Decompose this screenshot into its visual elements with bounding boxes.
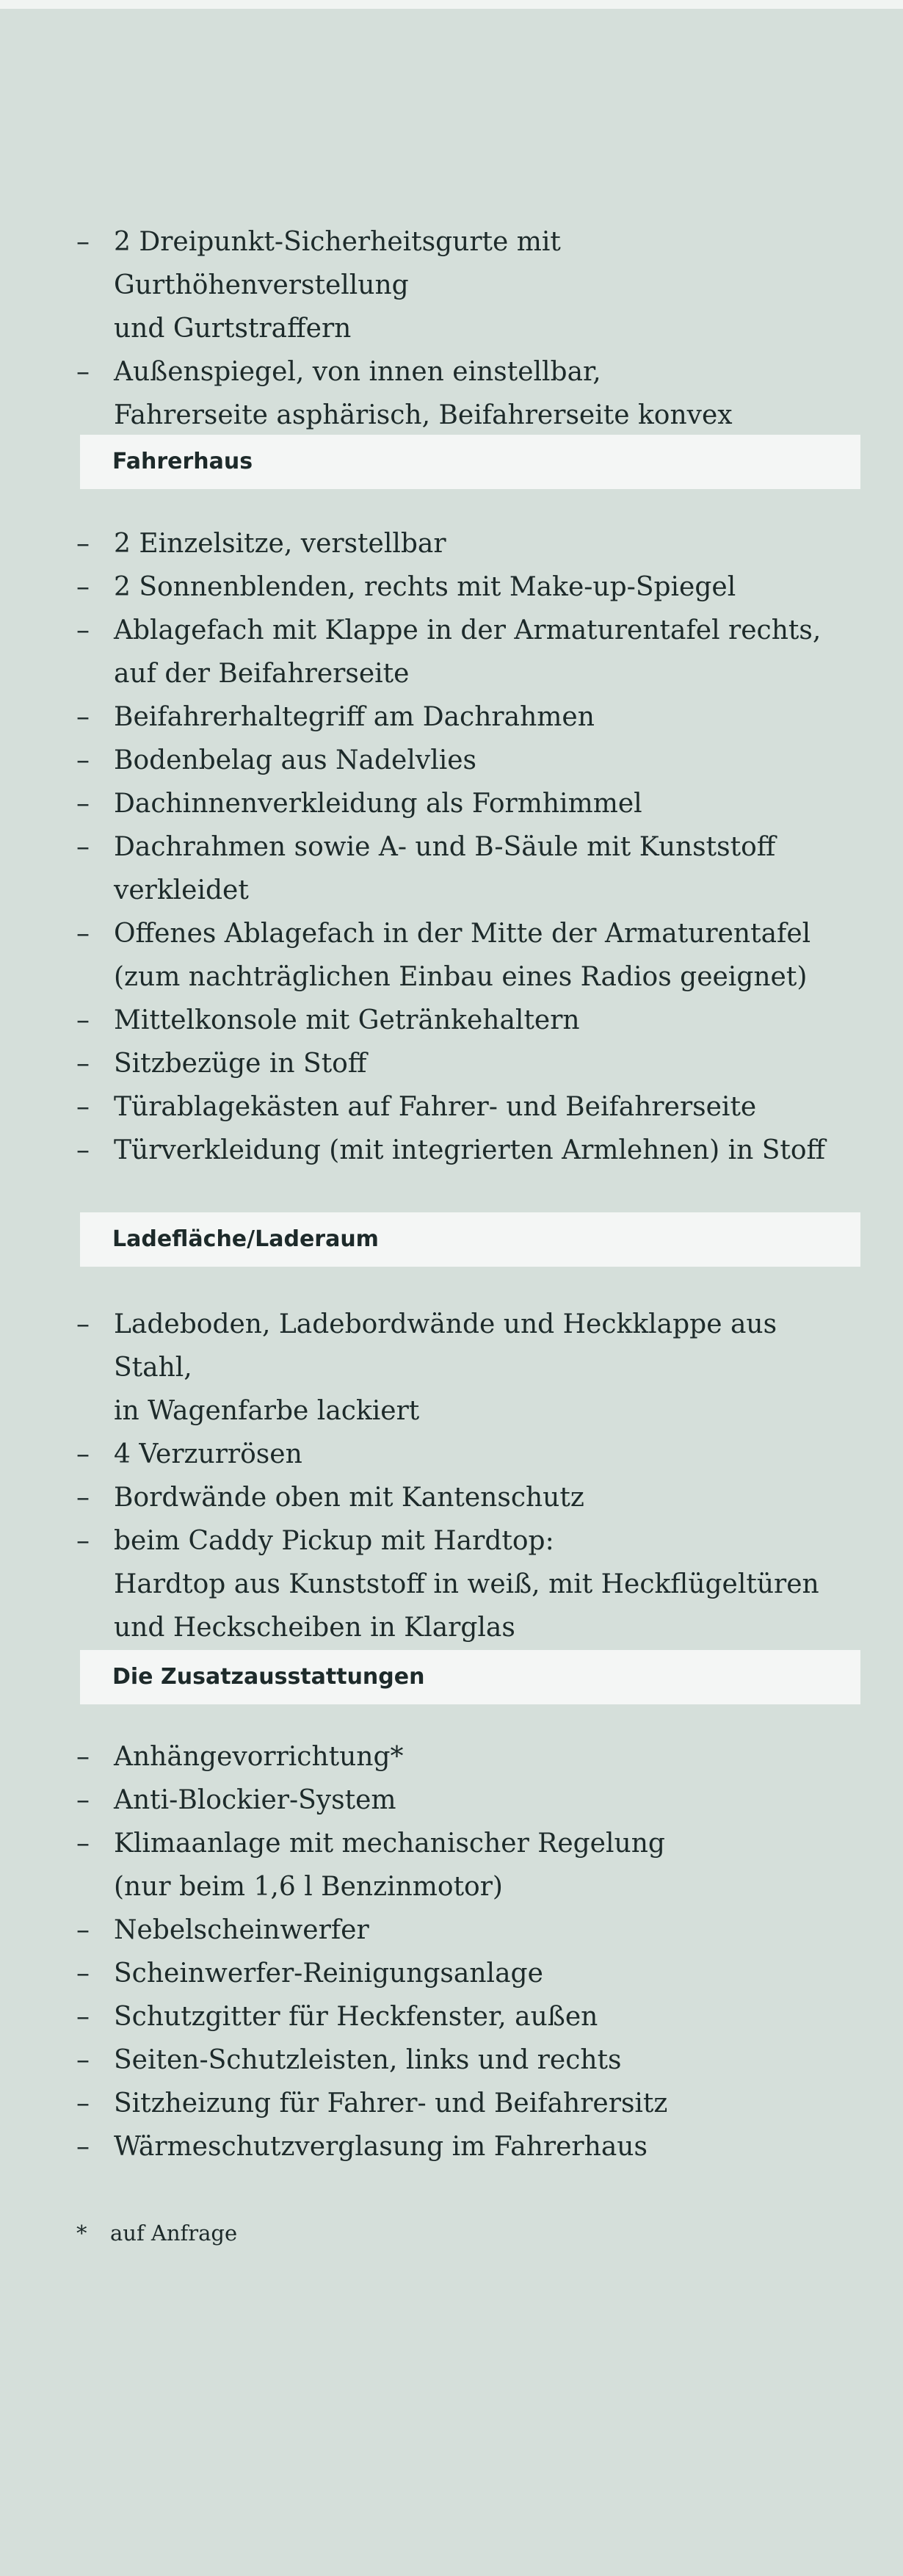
dash-bullet: – — [76, 745, 90, 775]
dash-bullet: – — [76, 1915, 90, 1945]
item-line: Schutzgitter für Heckfenster, außen — [114, 2002, 598, 2032]
list-item — [0, 1476, 903, 1519]
dash-bullet: – — [76, 1092, 90, 1122]
list-item — [0, 1909, 903, 1952]
dash-bullet: – — [76, 1005, 90, 1035]
list-item — [0, 220, 903, 350]
list-item — [0, 522, 903, 565]
dash-bullet: – — [76, 1958, 90, 1989]
list-item — [0, 1995, 903, 2038]
dash-bullet: – — [76, 1483, 90, 1513]
fahrerhaus-list — [0, 522, 903, 1172]
ladeflaeche-list — [0, 1303, 903, 1649]
item-line: Ablagefach mit Klappe in der Armaturentafel rechts, — [114, 615, 822, 645]
dash-bullet: – — [76, 357, 90, 387]
list-item — [0, 912, 903, 999]
dash-bullet: – — [76, 1049, 90, 1079]
item-line: (zum nachträglichen Einbau eines Radios geeignet) — [114, 962, 808, 992]
page-top-edge — [0, 0, 903, 9]
list-item — [0, 1303, 903, 1433]
list-item — [0, 565, 903, 609]
item-line: Beifahrerhaltegriff am Dachrahmen — [114, 702, 595, 732]
item-line: Türablagekästen auf Fahrer- und Beifahrerseite — [114, 1092, 757, 1122]
item-line: beim Caddy Pickup mit Hardtop: — [114, 1526, 554, 1556]
item-line: Offenes Ablagefach in der Mitte der Armaturentafel — [114, 919, 811, 949]
list-item — [0, 1779, 903, 1822]
item-line: Klimaanlage mit mechanischer Regelung — [114, 1828, 665, 1859]
dash-bullet: – — [76, 572, 90, 602]
list-item — [0, 782, 903, 825]
dash-bullet: – — [76, 832, 90, 862]
item-line: Mittelkonsole mit Getränkehaltern — [114, 1005, 580, 1035]
footnote-marker: * — [76, 2221, 87, 2246]
item-line: und Gurtstraffern — [114, 314, 352, 344]
dash-bullet: – — [76, 2088, 90, 2119]
dash-bullet: – — [76, 789, 90, 819]
item-line: Wärmeschutzverglasung im Fahrerhaus — [114, 2132, 648, 2162]
item-line: und Heckscheiben in Klarglas — [114, 1613, 515, 1643]
item-line: verkleidet — [114, 875, 249, 905]
dash-bullet: – — [76, 1828, 90, 1859]
dash-bullet: – — [76, 227, 90, 257]
list-item — [0, 1952, 903, 1995]
item-line: Nebelscheinwerfer — [114, 1915, 369, 1945]
section-title: Ladefläche/Laderaum — [112, 1226, 379, 1252]
list-item — [0, 999, 903, 1042]
item-line: Hardtop aus Kunststoff in weiß, mit Heckflügeltüren — [114, 1569, 819, 1599]
list-item — [0, 1822, 903, 1909]
dash-bullet: – — [76, 615, 90, 645]
list-item — [0, 739, 903, 782]
dash-bullet: – — [76, 1785, 90, 1815]
item-line: Sitzheizung für Fahrer- und Beifahrersitz — [114, 2088, 668, 2119]
item-line: Ladeboden, Ladebordwände und Heckklappe aus Stahl, — [114, 1309, 777, 1383]
section-header-fahrerhaus — [80, 435, 860, 489]
dash-bullet: – — [76, 1526, 90, 1556]
list-item — [0, 1519, 903, 1649]
item-line: Fahrerseite asphärisch, Beifahrerseite konvex — [114, 400, 733, 430]
list-item — [0, 825, 903, 912]
list-item — [0, 2038, 903, 2082]
dash-bullet: – — [76, 2002, 90, 2032]
list-item — [0, 1433, 903, 1476]
item-line: 2 Dreipunkt-Sicherheitsgurte mit Gurthöhenverstellung — [114, 227, 561, 300]
item-line: Sitzbezüge in Stoff — [114, 1049, 367, 1079]
list-item — [0, 350, 903, 437]
list-item — [0, 609, 903, 695]
item-line: Scheinwerfer-Reinigungsanlage — [114, 1958, 543, 1989]
list-item — [0, 1042, 903, 1085]
item-line: (nur beim 1,6 l Benzinmotor) — [114, 1872, 503, 1902]
list-item — [0, 695, 903, 739]
list-item — [0, 2125, 903, 2168]
intro-list — [0, 220, 903, 437]
zusatzausstattungen-list — [0, 1735, 903, 2168]
list-item — [0, 1129, 903, 1172]
item-line: Dachrahmen sowie A- und B-Säule mit Kunststoff — [114, 832, 776, 862]
item-line: auf der Beifahrerseite — [114, 659, 410, 689]
dash-bullet: – — [76, 529, 90, 559]
dash-bullet: – — [76, 1439, 90, 1469]
dash-bullet: – — [76, 2132, 90, 2162]
dash-bullet: – — [76, 1309, 90, 1339]
section-header-ladeflaeche — [80, 1212, 860, 1267]
item-line: Außenspiegel, von innen einstellbar, — [114, 357, 601, 387]
dash-bullet: – — [76, 1135, 90, 1165]
footnote-text: auf Anfrage — [110, 2221, 238, 2246]
list-item — [0, 1735, 903, 1779]
item-line: Seiten-Schutzleisten, links und rechts — [114, 2045, 622, 2075]
item-line: 2 Sonnenblenden, rechts mit Make-up-Spiegel — [114, 572, 736, 602]
dash-bullet: – — [76, 2045, 90, 2075]
item-line: Dachinnenverkleidung als Formhimmel — [114, 789, 642, 819]
dash-bullet: – — [76, 919, 90, 949]
item-line: Bodenbelag aus Nadelvlies — [114, 745, 477, 775]
list-item — [0, 1085, 903, 1129]
item-line: Anti-Blockier-System — [114, 1785, 396, 1815]
list-item — [0, 2082, 903, 2125]
dash-bullet: – — [76, 702, 90, 732]
dash-bullet: – — [76, 1742, 90, 1772]
section-title: Die Zusatzausstattungen — [112, 1664, 425, 1690]
footnote — [76, 2218, 237, 2248]
item-line: Türverkleidung (mit integrierten Armlehnen) in Stoff — [114, 1135, 826, 1165]
section-title: Fahrerhaus — [112, 449, 253, 474]
item-line: 4 Verzurrösen — [114, 1439, 302, 1469]
item-line: Anhängevorrichtung* — [114, 1742, 404, 1772]
item-line: in Wagenfarbe lackiert — [114, 1396, 420, 1426]
item-line: Bordwände oben mit Kantenschutz — [114, 1483, 584, 1513]
item-line: 2 Einzelsitze, verstellbar — [114, 529, 446, 559]
section-header-zusatzausstattungen — [80, 1650, 860, 1704]
